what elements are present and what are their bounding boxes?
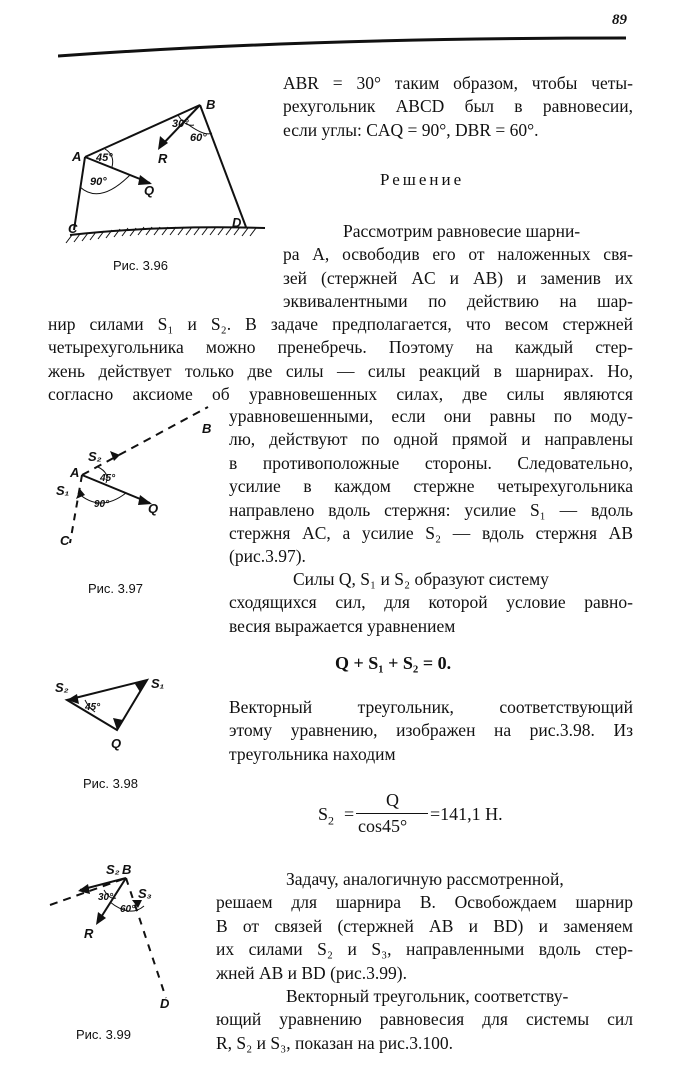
label-r: R bbox=[158, 151, 168, 166]
text-line: Силы Q, S₁ и S₂ образуют систему bbox=[293, 569, 549, 589]
text-line: четырехугольника можно пренебречь. Поэтому на каждый стер- bbox=[48, 337, 633, 358]
text-line: эквивалентными по действию на шар- bbox=[283, 291, 633, 312]
angle-60: 60° bbox=[190, 132, 207, 144]
label-q: Q bbox=[148, 501, 159, 516]
text-line: зей (стержней AC и AB) и заменив их bbox=[283, 267, 633, 288]
paragraph-5 bbox=[216, 985, 633, 1055]
figure-3-96 bbox=[60, 95, 270, 255]
text-line: в противоположные стороны. Следовательно, bbox=[229, 452, 633, 473]
figure-3-97 bbox=[40, 395, 215, 560]
text-line: усилие в каждом стержне четырехугольника bbox=[229, 476, 633, 497]
label-d: D bbox=[160, 996, 170, 1011]
caption-3-98: Рис. 3.98 bbox=[83, 776, 138, 791]
text-line: Задачу, аналогичную рассмотренной, bbox=[286, 869, 564, 889]
label-d: D bbox=[232, 215, 242, 230]
header-rule bbox=[58, 20, 628, 60]
intro-paragraph bbox=[283, 72, 633, 142]
equation-2 bbox=[318, 790, 558, 840]
label-s1: S₁ bbox=[151, 676, 165, 691]
label-s2: S₂ bbox=[55, 680, 69, 695]
angle-45: 45° bbox=[85, 702, 101, 713]
paragraph-3 bbox=[229, 696, 633, 766]
text-line: весия выражается уравнением bbox=[229, 615, 456, 636]
label-s2: S₂ bbox=[106, 862, 120, 877]
label-b: B bbox=[122, 862, 132, 877]
label-a: A bbox=[72, 149, 82, 164]
label-q: Q bbox=[111, 736, 122, 751]
label-c: C bbox=[60, 533, 70, 548]
angle-30: 30° bbox=[172, 118, 189, 130]
angle-30: 30° bbox=[98, 892, 114, 903]
text-line: сходящихся сил, для которой условие равно- bbox=[229, 592, 633, 613]
text-line: жень действует только две силы — силы реакций в шарнирах. Но, bbox=[48, 360, 633, 381]
text-line: нир силами S₁ и S₂. В задаче предполагается, что весом стержней bbox=[48, 314, 633, 334]
text-line: решаем для шарнира B. Освобождаем шарнир bbox=[216, 892, 633, 913]
angle-45: 45° bbox=[96, 152, 113, 164]
text-line: уравновешенными, если они равны по моду- bbox=[229, 406, 633, 426]
label-s3: S₃ bbox=[138, 886, 152, 901]
label-q: Q bbox=[144, 183, 155, 198]
text-line: стержня AC, а усилие S₂ — вдоль стержня AB bbox=[229, 523, 633, 544]
paragraph-1 bbox=[283, 220, 633, 314]
eq-denominator: cos45° bbox=[358, 816, 408, 836]
angle-45: 45° bbox=[100, 473, 116, 484]
text-line: лю, действуют по одной прямой и направлены bbox=[229, 429, 633, 450]
text-line: Рассмотрим равновесие шарни- bbox=[343, 221, 581, 241]
caption-3-97: Рис. 3.97 bbox=[88, 581, 143, 596]
paragraph-4 bbox=[216, 868, 633, 985]
angle-60: 60° bbox=[120, 904, 136, 915]
paragraph-1-wide bbox=[48, 313, 633, 407]
section-heading: Решение bbox=[380, 170, 465, 189]
caption-3-96: Рис. 3.96 bbox=[113, 258, 168, 273]
text-line: направлено вдоль стержня: усилие S₁ — вдоль bbox=[229, 499, 633, 520]
text-line: ра A, освободив его от наложенных свя- bbox=[283, 244, 633, 265]
label-r: R bbox=[84, 926, 94, 941]
text-line: жней AB и BD (рис.3.99). bbox=[216, 962, 407, 983]
eq-equals: = bbox=[344, 804, 355, 824]
text-line: R, S₂ и S₃, показан на рис.3.100. bbox=[216, 1032, 454, 1053]
text-line: если углы: CAQ = 90°, DBR = 60°. bbox=[283, 119, 539, 140]
text-line: согласно аксиоме об уравновешенных силах, две силы являются bbox=[48, 384, 633, 405]
text-line: Векторный треугольник, соответству- bbox=[286, 986, 569, 1006]
eq-numerator: Q bbox=[386, 790, 399, 810]
label-s2: S₂ bbox=[88, 449, 102, 464]
text-line: этому уравнению, изображен на рис.3.98. Из bbox=[229, 720, 633, 741]
fraction-bar bbox=[356, 813, 428, 814]
text-line: B от связей (стержней AB и BD) и заменяем bbox=[216, 915, 633, 936]
label-s1: S₁ bbox=[56, 483, 70, 498]
figure-3-99 bbox=[40, 860, 230, 1020]
paragraph-1-mid bbox=[229, 405, 633, 569]
angle-90: 90° bbox=[90, 176, 107, 188]
eq-lhs: $S_2$ bbox=[318, 804, 335, 828]
angle-90: 90° bbox=[94, 499, 110, 510]
label-b: B bbox=[206, 97, 216, 112]
text-line: ющий уравнению равновесия для системы сил bbox=[216, 1009, 633, 1030]
label-a: A bbox=[70, 465, 80, 480]
text-line: их силами S₂ и S₃, направленными вдоль стер- bbox=[216, 939, 633, 960]
text-line: ABR = 30° таким образом, чтобы четы- bbox=[283, 73, 633, 93]
eq-rhs: =141,1 H. bbox=[430, 804, 503, 824]
equation-1: Q + S₁ + S₂ = 0. bbox=[335, 653, 452, 673]
text-line: (рис.3.97). bbox=[229, 546, 306, 567]
page-number: 89 bbox=[612, 12, 627, 28]
label-b: B bbox=[202, 421, 212, 436]
text-line: треугольника находим bbox=[229, 743, 396, 764]
text-line: Векторный треугольник, соответствующий bbox=[229, 697, 633, 717]
paragraph-2 bbox=[229, 568, 633, 638]
caption-3-99: Рис. 3.99 bbox=[76, 1027, 131, 1042]
text-line: рехугольник ABCD был в равновесии, bbox=[283, 96, 633, 117]
figure-3-98 bbox=[55, 660, 195, 760]
label-c: C bbox=[68, 221, 78, 236]
